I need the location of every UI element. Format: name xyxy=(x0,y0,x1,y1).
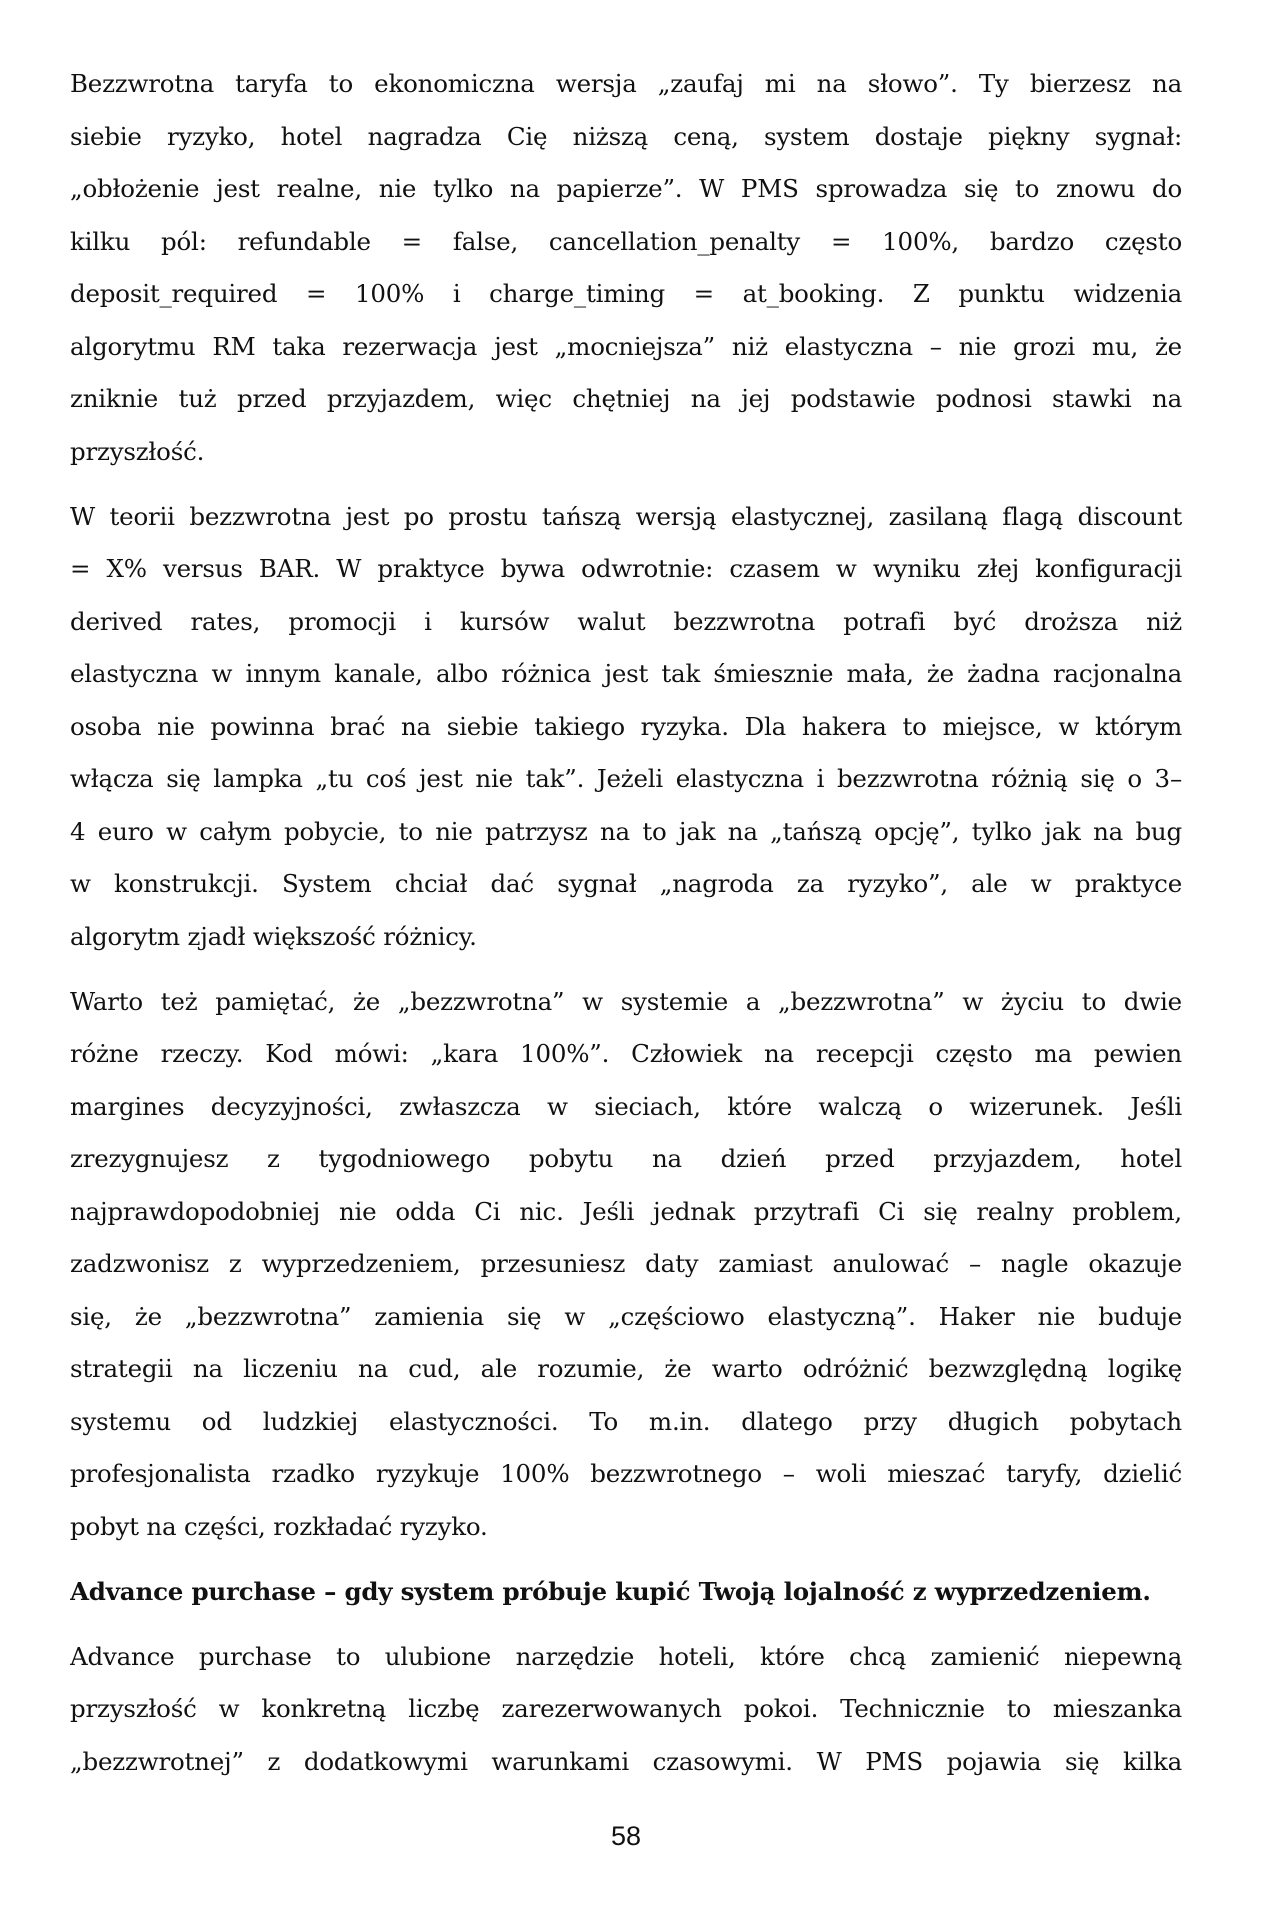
text-line: zrezygnujesz z tygodniowego pobytu na dzień przed przyjazdem, hotel xyxy=(70,1144,1182,1173)
text-line: systemu od ludzkiej elastyczności. To m.in. dlatego przy długich pobytach xyxy=(70,1406,1182,1436)
text-line: = X% versus BAR. W praktyce bywa odwrotnie: czasem w wyniku złej konfiguracji xyxy=(70,554,1182,583)
text-line: osoba nie powinna brać na siebie takiego ryzyka. Dla hakera to miejsce, w którym xyxy=(70,711,1182,741)
text-line: różne rzeczy. Kod mówi: „kara 100%”. Człowiek na recepcji często ma pewien xyxy=(70,1039,1182,1068)
text-line: „bezzwrotnej” z dodatkowymi warunkami czasowymi. W PMS pojawia się kilka xyxy=(70,1746,1182,1776)
text-line: zadzwonisz z wyprzedzeniem, przesuniesz daty zamiast anulować – nagle okazuje xyxy=(70,1249,1182,1278)
text-line: przyszłość. xyxy=(70,436,205,466)
text-line: najprawdopodobniej nie odda Ci nic. Jeśli jednak przytrafi Ci się realny problem, xyxy=(70,1196,1182,1226)
text-line: profesjonalista rzadko ryzykuje 100% bezzwrotnego – woli mieszać taryfy, dzielić xyxy=(70,1459,1182,1488)
text-line: derived rates, promocji i kursów walut bezzwrotna potrafi być droższa niż xyxy=(70,606,1182,636)
text-line: margines decyzyjności, zwłaszcza w sieciach, które walczą o wizerunek. Jeśli xyxy=(70,1091,1182,1121)
text-line: zniknie tuż przed przyjazdem, więc chętniej na jej podstawie podnosi stawki na xyxy=(70,384,1182,413)
text-line: Bezzwrotna taryfa to ekonomiczna wersja „zaufaj mi na słowo”. Ty bierzesz na xyxy=(70,69,1182,98)
text-line: 4 euro w całym pobycie, to nie patrzysz na to jak na „tańszą opcję”, tylko jak na bug xyxy=(70,816,1182,846)
text-line: algorytmu RM taka rezerwacja jest „mocniejsza” niż elastyczna – nie grozi mu, że xyxy=(70,331,1182,361)
heading-text: Advance purchase – gdy system próbuje kupić Twoją lojalność z wyprzedzeniem. xyxy=(70,1576,1151,1606)
section-heading-advance-purchase xyxy=(70,1566,1182,1619)
paragraph-theory-vs-practice xyxy=(70,491,1182,964)
text-line: Warto też pamiętać, że „bezzwrotna” w systemie a „bezzwrotna” w życiu to dwie xyxy=(70,986,1182,1016)
text-line: W teorii bezzwrotna jest po prostu tańszą wersją elastycznej, zasilaną flagą discount xyxy=(70,501,1182,531)
text-line: strategii na liczeniu na cud, ale rozumie, że warto odróżnić bezwzględną logikę xyxy=(70,1354,1182,1383)
text-line: siebie ryzyko, hotel nagradza Cię niższą ceną, system dostaje piękny sygnał: xyxy=(70,121,1182,151)
text-line: elastyczna w innym kanale, albo różnica jest tak śmiesznie mała, że żadna racjonalna xyxy=(70,659,1182,688)
text-line: Advance purchase to ulubione narzędzie hoteli, które chcą zamienić niepewną xyxy=(70,1641,1182,1671)
text-line: włącza się lampka „tu coś jest nie tak”. Jeżeli elastyczna i bezzwrotna różnią się o 3– xyxy=(70,764,1182,793)
text-line: algorytm zjadł większość różnicy. xyxy=(70,921,477,951)
paragraph-system-vs-life xyxy=(70,976,1182,1554)
paragraph-nonrefundable-intro xyxy=(70,58,1182,478)
text-line: pobyt na części, rozkładać ryzyko. xyxy=(70,1511,488,1541)
paragraph-advance-purchase xyxy=(70,1631,1182,1789)
text-line: kilku pól: refundable = false, cancellation_penalty = 100%, bardzo często xyxy=(70,226,1182,256)
text-line: się, że „bezzwrotna” zamienia się w „częściowo elastyczną”. Haker nie buduje xyxy=(70,1301,1182,1331)
text-line: przyszłość w konkretną liczbę zarezerwowanych pokoi. Technicznie to mieszanka xyxy=(70,1694,1182,1723)
text-line: „obłożenie jest realne, nie tylko na papierze”. W PMS sprowadza się to znowu do xyxy=(70,174,1182,203)
text-line: deposit_required = 100% i charge_timing = at_booking. Z punktu widzenia xyxy=(70,279,1182,308)
text-line: w konstrukcji. System chciał dać sygnał „nagroda za ryzyko”, ale w praktyce xyxy=(70,869,1182,898)
page-number: 58 xyxy=(610,1821,642,1851)
text-column xyxy=(70,58,1182,1801)
